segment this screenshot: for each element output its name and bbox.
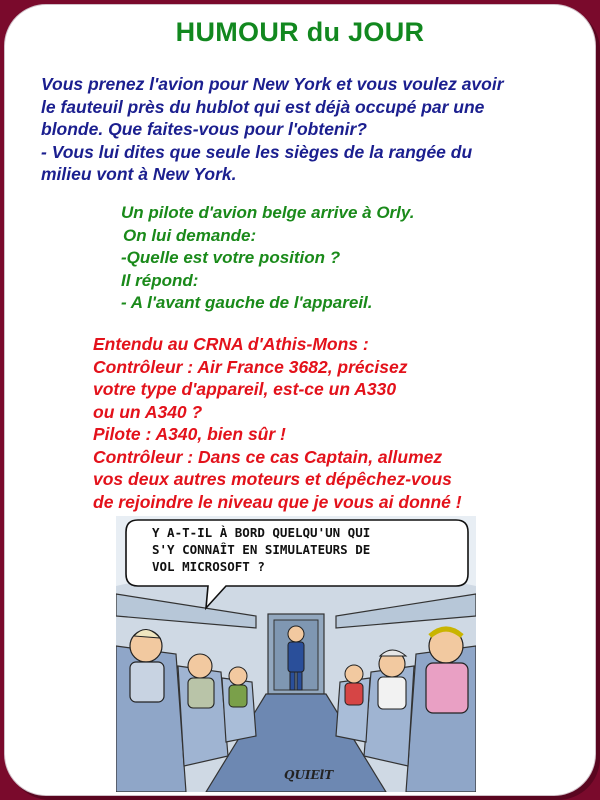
bubble-line: S'Y CONNAÎT EN SIMULATEURS DE — [152, 542, 371, 557]
joke-line: ou un A340 ? — [93, 401, 203, 422]
joke-blonde-window-seat — [41, 73, 586, 186]
joke-line: de rejoindre le niveau que je vous ai donné ! — [93, 491, 462, 512]
joke-line: Contrôleur : Air France 3682, précisez — [93, 356, 408, 377]
bubble-line: Y A-T-IL À BORD QUELQU'UN QUI — [152, 525, 371, 540]
joke-line: Pilote : A340, bien sûr ! — [93, 424, 286, 444]
joke-line: blonde. Que faites-vous pour l'obtenir? — [41, 119, 367, 139]
bubble-line: VOL MICROSOFT ? — [152, 559, 265, 574]
joke-line: Vous prenez l'avion pour New York et vous voulez avoir — [41, 74, 504, 94]
joke-line: milieu vont à New York. — [41, 164, 237, 184]
joke-atc-controller — [93, 333, 563, 513]
joke-belgian-pilot — [121, 202, 541, 315]
joke-line: Il répond: — [121, 270, 199, 290]
joke-line: Entendu au CRNA d'Athis-Mons : — [93, 334, 369, 354]
joke-line: - A l'avant gauche de l'appareil. — [121, 293, 373, 312]
joke-line: votre type d'appareil, est-ce un A330 — [93, 379, 397, 399]
speech-bubble — [152, 524, 448, 575]
page-title: HUMOUR du JOUR — [175, 17, 425, 47]
airplane-cabin-cartoon — [116, 516, 476, 792]
joke-line: -Quelle est votre position ? — [121, 248, 341, 267]
joke-line: Un pilote d'avion belge arrive à Orly. — [121, 203, 415, 222]
joke-line: On lui demande: — [123, 225, 257, 245]
artist-signature: QUIElT — [284, 768, 334, 782]
joke-line: le fauteuil près du hublot qui est déjà occupé par une — [41, 96, 485, 117]
joke-line: - Vous lui dites que seule les sièges de la rangée du — [41, 141, 473, 162]
joke-line: Contrôleur : Dans ce cas Captain, allumez — [93, 446, 443, 467]
joke-line: vos deux autres moteurs et dépêchez-vous — [93, 469, 452, 489]
